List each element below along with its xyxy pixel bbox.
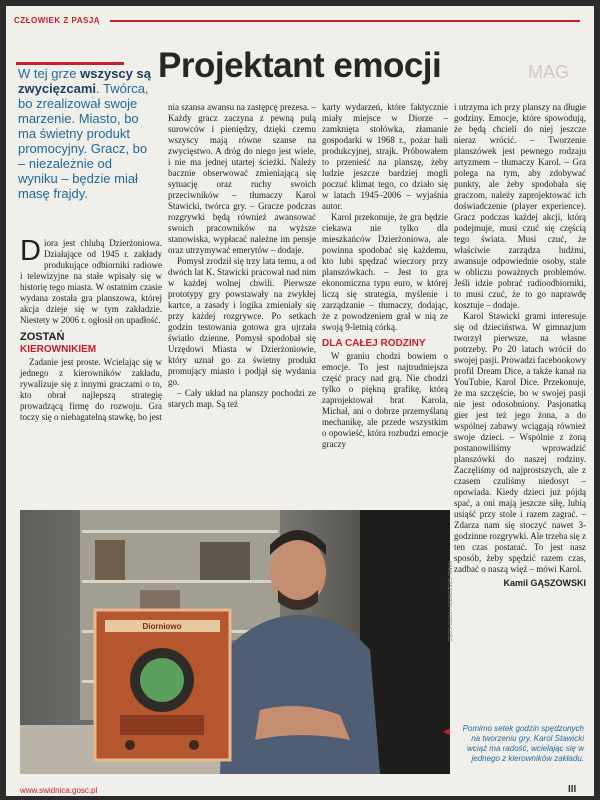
lead-text-pre: W tej grze <box>18 66 81 81</box>
photo-illustration <box>20 510 450 774</box>
author-byline: Kamil GĄSZOWSKI <box>503 578 586 588</box>
paragraph: W graniu chodzi bowiem o emocje. To jest najtrudniejsza część pracy nad grą. Nie chodzi tylko o piękną grafikę, którą zaprojektował brat Karola, Michał, ani o dobrze przemyślaną mechanikę, ale przede wszystkim o opowieść, która rozbudzi emocje graczy <box>322 351 448 449</box>
article-column-3 <box>322 102 448 450</box>
box-label: Diorniowo <box>142 622 182 631</box>
article-column-2 <box>168 102 316 410</box>
lead-text-post: . Twórca, bo zrealizował swoje marzenie. Miasto, bo ma świetny produkt promocyjny. Gracz, bo – niezależnie od wyniku – będzie miał masę frajdy. <box>18 81 149 201</box>
lead-text-bold: wszyscy są zwycięzcami <box>18 66 151 96</box>
photo-credit: KAMIL GĄSZOWSKI / FOTO GOŚĆ <box>446 561 452 642</box>
paragraph: Zadanie jest proste. Wcielając się w jednego z kierowników zakładu, rywalizuje się z innymi graczami o to, kto obrał najlepszą strategię prowadzącą firmę do rozwoju. Gra toczy się o niebagatelną stawkę, bo jest <box>20 357 162 422</box>
paragraph: nia szansa awansu na zastępcę prezesa. – Każdy gracz zaczyna z pewną pulą surowców i pieniędzy, dzięki czemu wszyscy mają równe szanse na zwycięstwo. A dróg do niego jest wiele, i nie ma jednej utartej ścieżki. Należy bacznie obserwować zmieniającą się sytuację oraz ruchy swoich przeciwników – tłumaczy Karol Stawicki, twórca gry. – Gracze podczas rozgrywki będą również awansować swoich pracowników na wyższe stanowiska, wypłacać należne im pensje oraz utrzymywać emerytów – dodaje. <box>168 102 316 255</box>
photo-caption: Pomimo setek godzin spędzonych na tworzeniu gry, Karol Stawicki wciąż ma radość, wcielając się w jednego z kierowników zakładu. <box>462 724 584 763</box>
headline: Projektant emocji <box>158 46 442 85</box>
footer-url[interactable]: www.swidnica.gosc.pl <box>20 786 98 795</box>
paragraph: Pomysł zrodził się trzy lata temu, a od dwóch lat K. Stawicki pracował nad nim w każdej wolnej chwili. Pierwsze prototypy gry powstawały na zwykłej kartce, a zasady i logika zmieniały się przy każdej rozgrywce. Po setkach godzin testowania gotowa gra ujrzała światło dzienne. Pomysł spodobał się Urzędowi Miasta w Dzierżoniowie, który uznał go za świetny produkt promujący miasto i podjął się wydania go. <box>168 256 316 387</box>
article-column-4 <box>454 102 586 589</box>
lead-paragraph <box>18 66 153 201</box>
page-number: III <box>568 784 577 795</box>
subhead-2: DLA CAŁEJ RODZINY <box>322 338 426 349</box>
magazine-page <box>6 6 594 796</box>
intro-paragraph <box>20 235 162 326</box>
paragraph: karty wydarzeń, które faktycznie miały miejsce w Diorze – zamknięta stołówka, złamanie gospodarki w 1968 r., pożar hali produkcyjnej, strajk. Próbowałem to przenieść na planszę, żeby ludzie jeszcze bardziej mogli poczuć klimat tego, co działo się w latach 1945–2006 – wyjaśnia autor. <box>322 102 448 211</box>
paragraph: – Cały układ na planszy pochodzi ze starych map. Są też <box>168 388 316 409</box>
article-column-1 <box>20 235 162 423</box>
paragraph: Karol przekonuje, że gra będzie ciekawa nie tylko dla mieszkańców Dzierżoniowa, ale powinna spodobać się każdemu, kto lubi spędzać wieczory przy planszówkach. – Jest to gra ekonomiczna typu euro, w której liczą się strategia, myślenie i zarządzanie – tłumaczy, dodając, że z powodzeniem grał w nią ze swoją 9-letnią córką. <box>322 212 448 332</box>
paragraph: i utrzyma ich przy planszy na długie godziny. Emocje, które spowodują, że będą chcieli do niej jeszcze nieraz wrócić. – Tworzenie planszówek jest pewnego rodzaju artyzmem – tłumaczy Karol. – Gra polega na tym, aby zdobywać punkty, ale żeby spodobała się graczom, należy zaprojektować ich doświadczenie (player experience). Gracz podczas każdej akcji, którą podejmuje, musi czuć się częścią tego świata. Musi czuć, że właściwie zarządza ludźmi, awansuje odpowiednie osoby, stale w obliczu poważnych problemów. Jeśli idzie pobrać radioodbiorniki, to musi czuć, że to go naprawdę kosztuje – dodaje. <box>454 102 586 310</box>
caption-arrow-icon: ◀ <box>443 726 450 736</box>
intro-text: iora jest chlubą Dzierżoniowa. Działające od 1945 r. zakłady produkujące odbiorniki radiowe i telewizyjne na stałe wpisały się w historię tego miasta. W ostatnim czasie wydana została gra planszowa, której akcja dzieje się w tym zakładzie. Niestety w 2006 r. ogłosił on upadłość. <box>20 238 162 325</box>
subhead-1a: ZOSTAŃ <box>20 331 65 343</box>
ghost-text: MAG <box>528 62 570 82</box>
article-photo <box>20 510 450 774</box>
subhead-1b: KIEROWNIKIEM <box>20 344 97 355</box>
lead-rule <box>16 62 124 65</box>
section-rule <box>110 20 580 22</box>
section-label: CZŁOWIEK Z PASJĄ <box>14 16 101 25</box>
paragraph: Karol Stawicki grami interesuje się od dzieciństwa. W gimnazjum tworzył pierwsze, na własne potrzeby. Po 20 latach wrócił do swojej pasji. Prowadzi facebookowy profil Dream Dice, a także kanał na YouTubie, Karol Dice. Przekonuje, że ma szczęście, bo w swojej pasji nie jest odosobniony. Pasjonatką gier jest też jego żona, a do wspólnej zabawy wciągają również swoje dzieci. – Wspólnie z żoną postanowiliśmy wprowadzić planszówki do naszej rodziny. Zaczęliśmy od najprostszych, ale z czasem czuliśmy niedosyt – opowiada. Kiedy dzieci już pójdą spać, a oni mają jeszcze siłę, lubią usiąść przy stole i razem zagrać. – Zdarza nam się stoczyć nawet 3-godzinne rozgrywki. Ale trzeba się z ten czas postarać. To jest nasz sposób, żeby spędzić razem czas, zadbać o naszą więź – mówi Karol. <box>454 311 586 574</box>
dropcap: D <box>20 235 41 267</box>
